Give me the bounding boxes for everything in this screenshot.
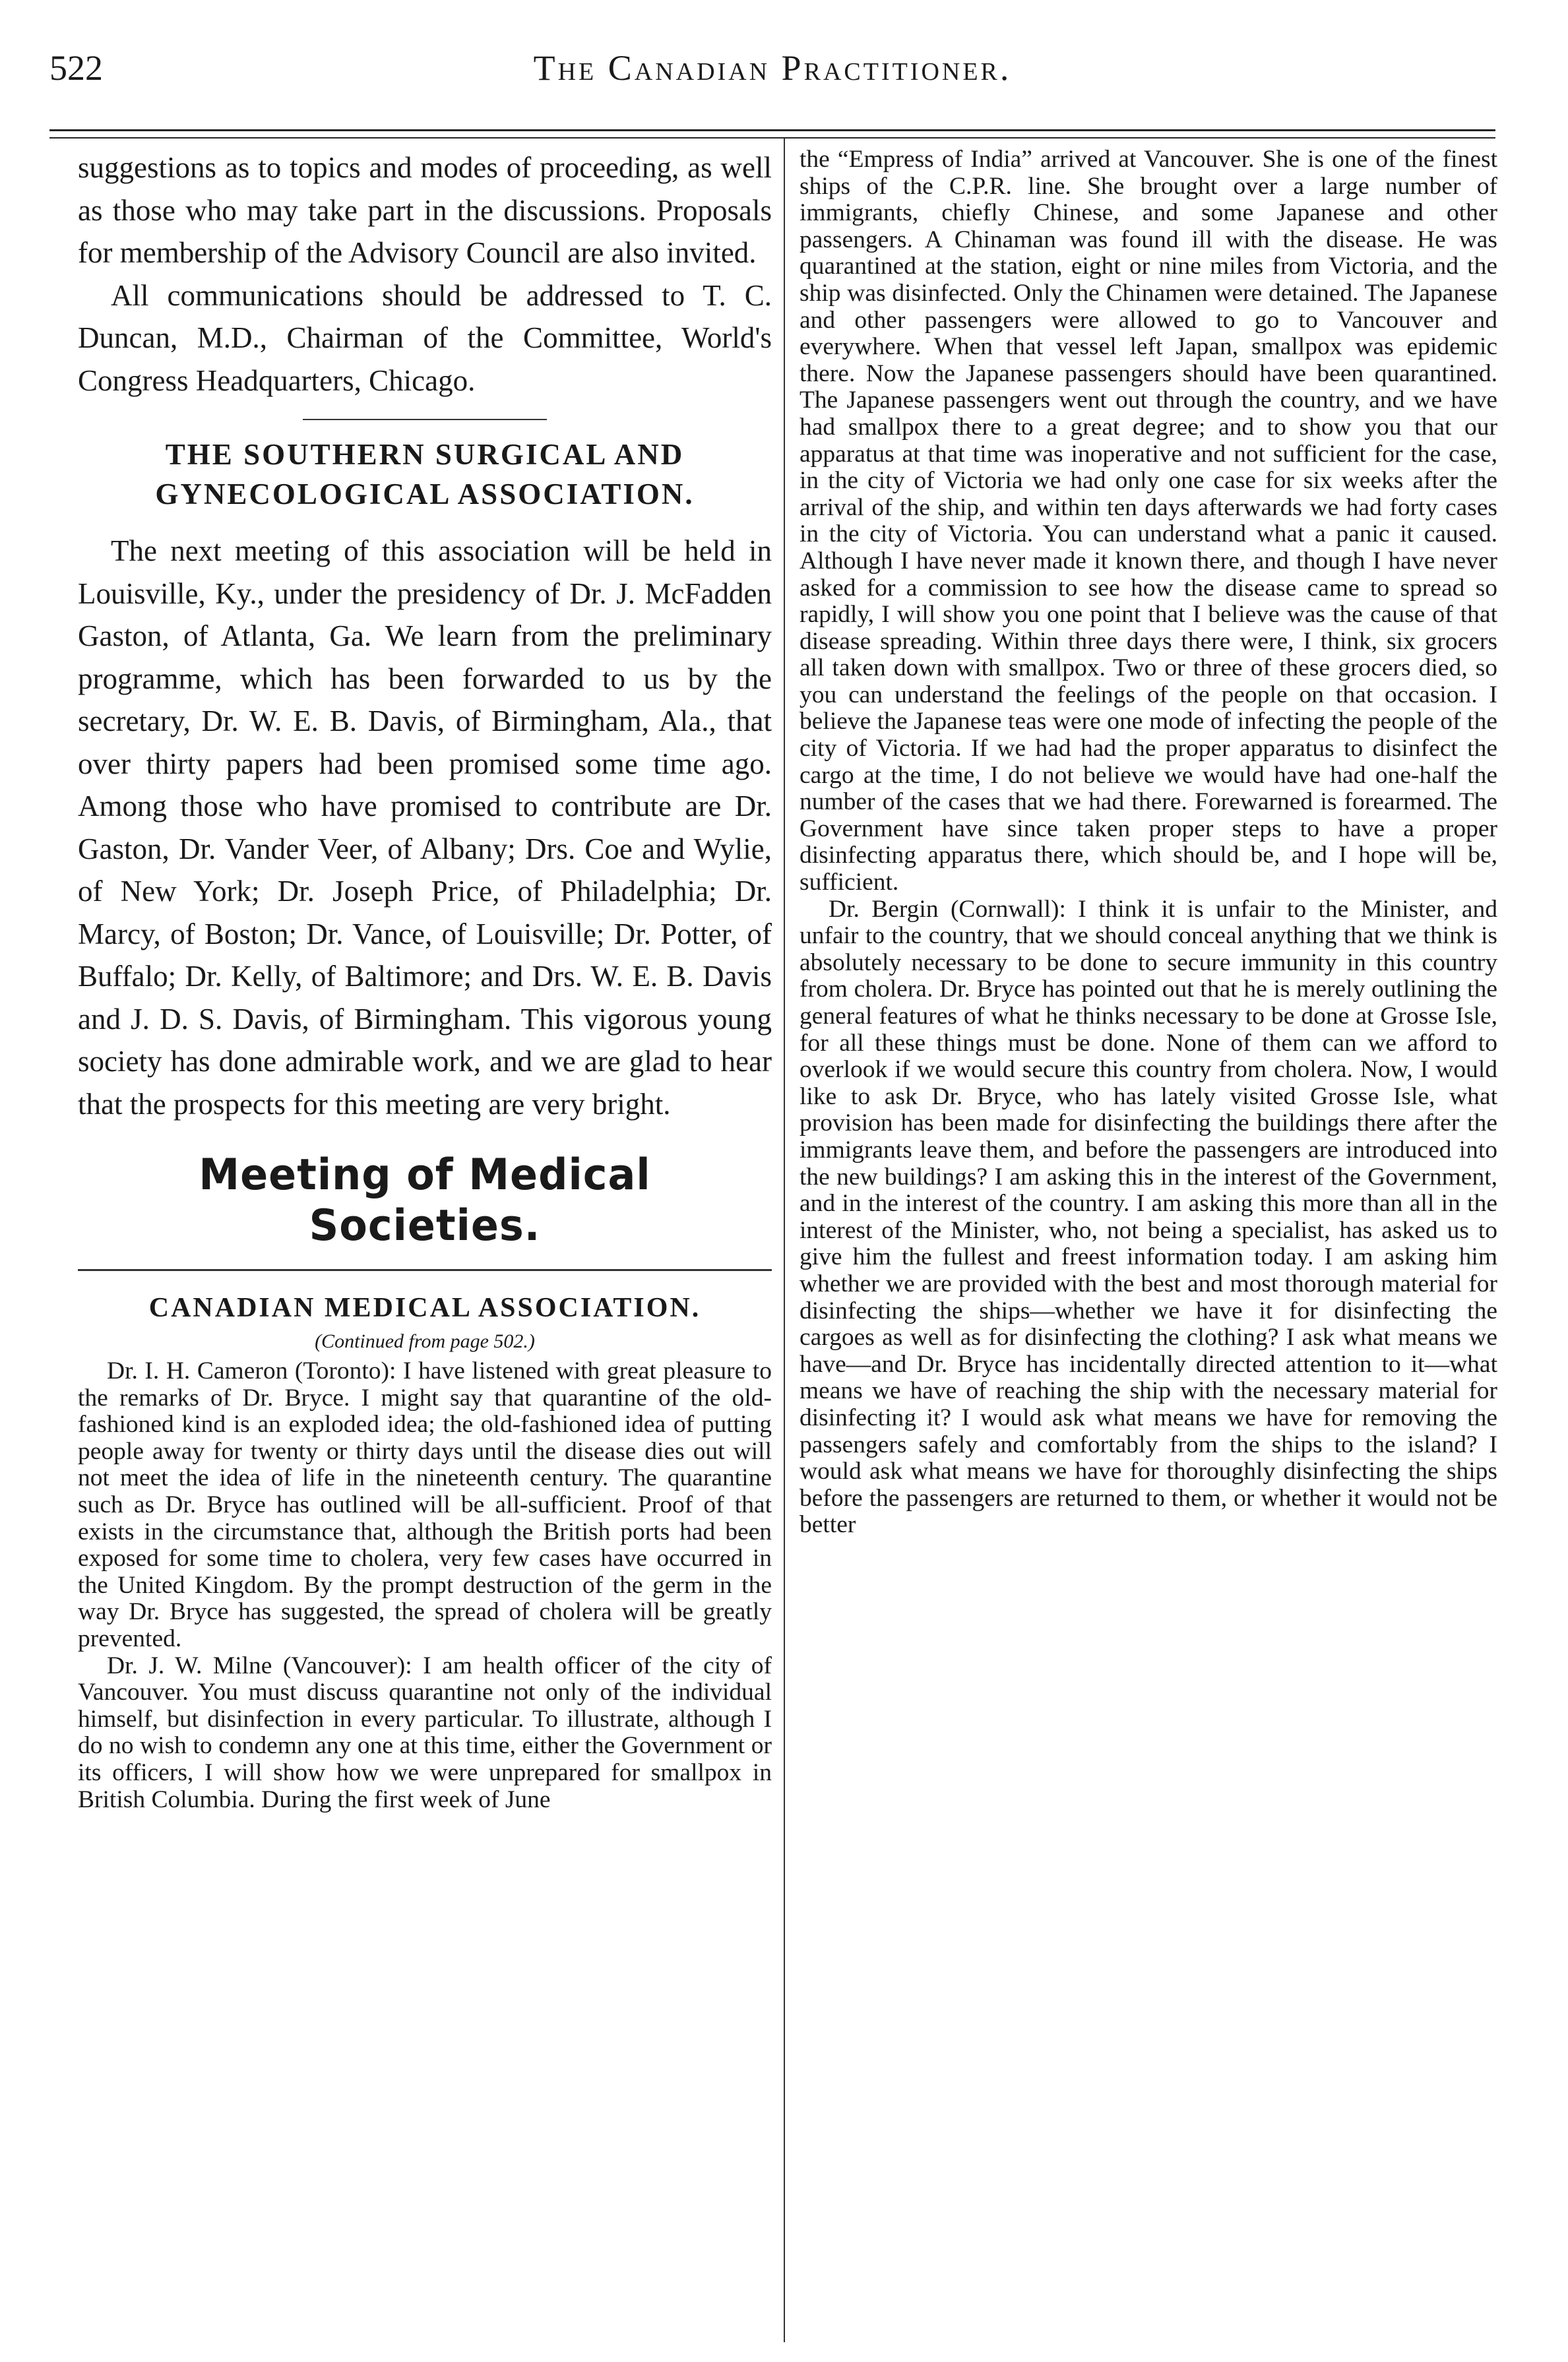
milne-continued-paragraph: the “Empress of India” arrived at Vancouver. She is one of the finest ships of the C.P.R. line. She brought over a large number of immigrants, chiefly Chinese, and some Japanese and other passengers. A Chinaman was found ill with the disease. He was quarantined at the station, eight or nine miles from Victoria, and the ship was disinfected. Only the Chinamen were detained. The Japanese and other passengers were allowed to go to Vancouver and everywhere. When that vessel left Japan, smallpox was epidemic there. Now the Japanese passengers should have been quarantined. The Japanese passengers went out through the country, and we have had smallpox there to a great degree; and to show you that our apparatus at that time was inoperative and not sufficient for the case, in the city of Victoria we had only one case for six weeks after the arrival of the ship, and within ten days afterwards we had forty cases in the city of Victoria. You can understand what a panic it caused. Although I have never made it known there, and though I have never asked for a commission to see how the disease came to spread so rapidly, I will show you one point that I believe was the cause of that disease spreading. Within three days there were, I think, six grocers all taken down with smallpox. Two or three of these grocers died, so you can understand the feelings of the people on that occasion. I believe the Japanese teas were one mode of infecting the people of the city of Victoria. If we had had the proper apparatus to disinfect the cargo at the time, I do not believe we would have had one-half the number of the cases that we had there. Forewarned is forearmed. The Government have since taken proper steps to have a proper disinfecting apparatus there, which should be, and I hope will be, sufficient. [800,146,1497,896]
section-heading-rule [78,1269,772,1271]
left-column [78,146,772,2336]
right-column [800,146,1497,2336]
bergin-paragraph: Dr. Bergin (Cornwall): I think it is unfair to the Minister, and unfair to the country, that we should conceal anything that we think is absolutely necessary to be done to secure immunity in this country from cholera. Dr. Bryce has pointed out that he is merely outlining the general features of what he thinks necessary to be done at Grosse Isle, for all these things must be done. None of them can we afford to overlook if we would secure this country from cholera. Now, I would like to ask Dr. Bryce, who has lately visited Grosse Isle, what provision has been made for disinfecting the buildings there after the immigrants leave them, and before the passengers are introduced into the new buildings? I am asking this in the interest of the Government, and in the interest of the country. I am asking this more than all in the interest of the Minister, who, not being a specialist, has asked us to give him the fullest and freest information today. I am asking him whether we are provided with the best and most thorough material for disinfecting the ships—whether we have it for disinfecting the cargoes as well as for disinfecting the clothing? I ask what means we have—and Dr. Bryce has incidentally directed attention to it—what means we have of reaching the ship with the necessary material for disinfecting it? I would ask what means we have for removing the passengers safely and comfortably from the ships to the island? I would ask what means we have for thoroughly disinfecting the ships before the passengers are returned to them, or whether it would not be better [800,895,1497,1539]
header-double-rule [49,129,1495,139]
section-separator-rule [303,419,547,420]
cameron-paragraph: Dr. I. H. Cameron (Toronto): I have listened with great pleasure to the remarks of Dr. Bryce. I might say that quarantine of the old-fashioned kind is an exploded idea; the old-fashioned idea of putting people away for twenty or thirty days until the disease dies out will not meet the idea of life in the nineteenth century. The quarantine such as Dr. Bryce has outlined will be all-sufficient. Proof of that exists in the circumstance that, although the British ports had been exposed for some time to cholera, very few cases have occurred in the United Kingdom. By the prompt destruction of the germ in the way Dr. Bryce has suggested, the spread of cholera will be greatly prevented. [78,1357,772,1652]
milne-paragraph: Dr. J. W. Milne (Vancouver): I am health officer of the city of Vancouver. You must discuss quarantine not only of the individual himself, but disinfection in every particular. To illustrate, although I do no wish to condemn any one at this time, either the Government or its officers, I will show how we were unprepared for smallpox in British Columbia. During the first week of June [78,1652,772,1813]
southern-association-paragraph: The next meeting of this association will be held in Louisville, Ky., under the presidency of Dr. J. McFadden Gaston, of Atlanta, Ga. We learn from the preliminary programme, which has been forwarded to us by the secretary, Dr. W. E. B. Davis, of Birmingham, Ala., that over thirty papers had been promised some time ago. Among those who have promised to contribute are Dr. Gaston, Dr. Vander Veer, of Albany; Drs. Coe and Wylie, of New York; Dr. Joseph Price, of Philadelphia; Dr. Marcy, of Boston; Dr. Vance, of Louisville; Dr. Potter, of Buffalo; Dr. Kelly, of Baltimore; and Drs. W. E. B. Davis and J. D. S. Davis, of Birmingham. This vigorous young society has done admirable work, and we are glad to hear that the prospects for this meeting are very bright. [78,534,772,1121]
running-header [49,47,1495,107]
intro-paragraph: suggestions as to topics and modes of proceeding, as well as those who may take part in the discussions. Proposals for membership of the Advisory Council are also invited. [78,151,772,269]
meeting-medical-societies-heading: Meeting of Medical Societies. [199,1149,651,1251]
contact-paragraph: All communications should be addressed to T. C. Duncan, M.D., Chairman of the Committee, World's Congress Headquarters, Chicago. [78,278,772,397]
continued-note: (Continued from page 502.) [315,1330,535,1352]
southern-association-heading: THE SOUTHERN SURGICAL AND GYNECOLOGICAL ASSOCIATION. [155,438,695,511]
cma-heading: CANADIAN MEDICAL ASSOCIATION. [148,1293,701,1323]
running-title: The Canadian Practitioner. [533,48,1012,88]
page-number: 522 [49,48,103,88]
column-divider [784,139,785,2342]
